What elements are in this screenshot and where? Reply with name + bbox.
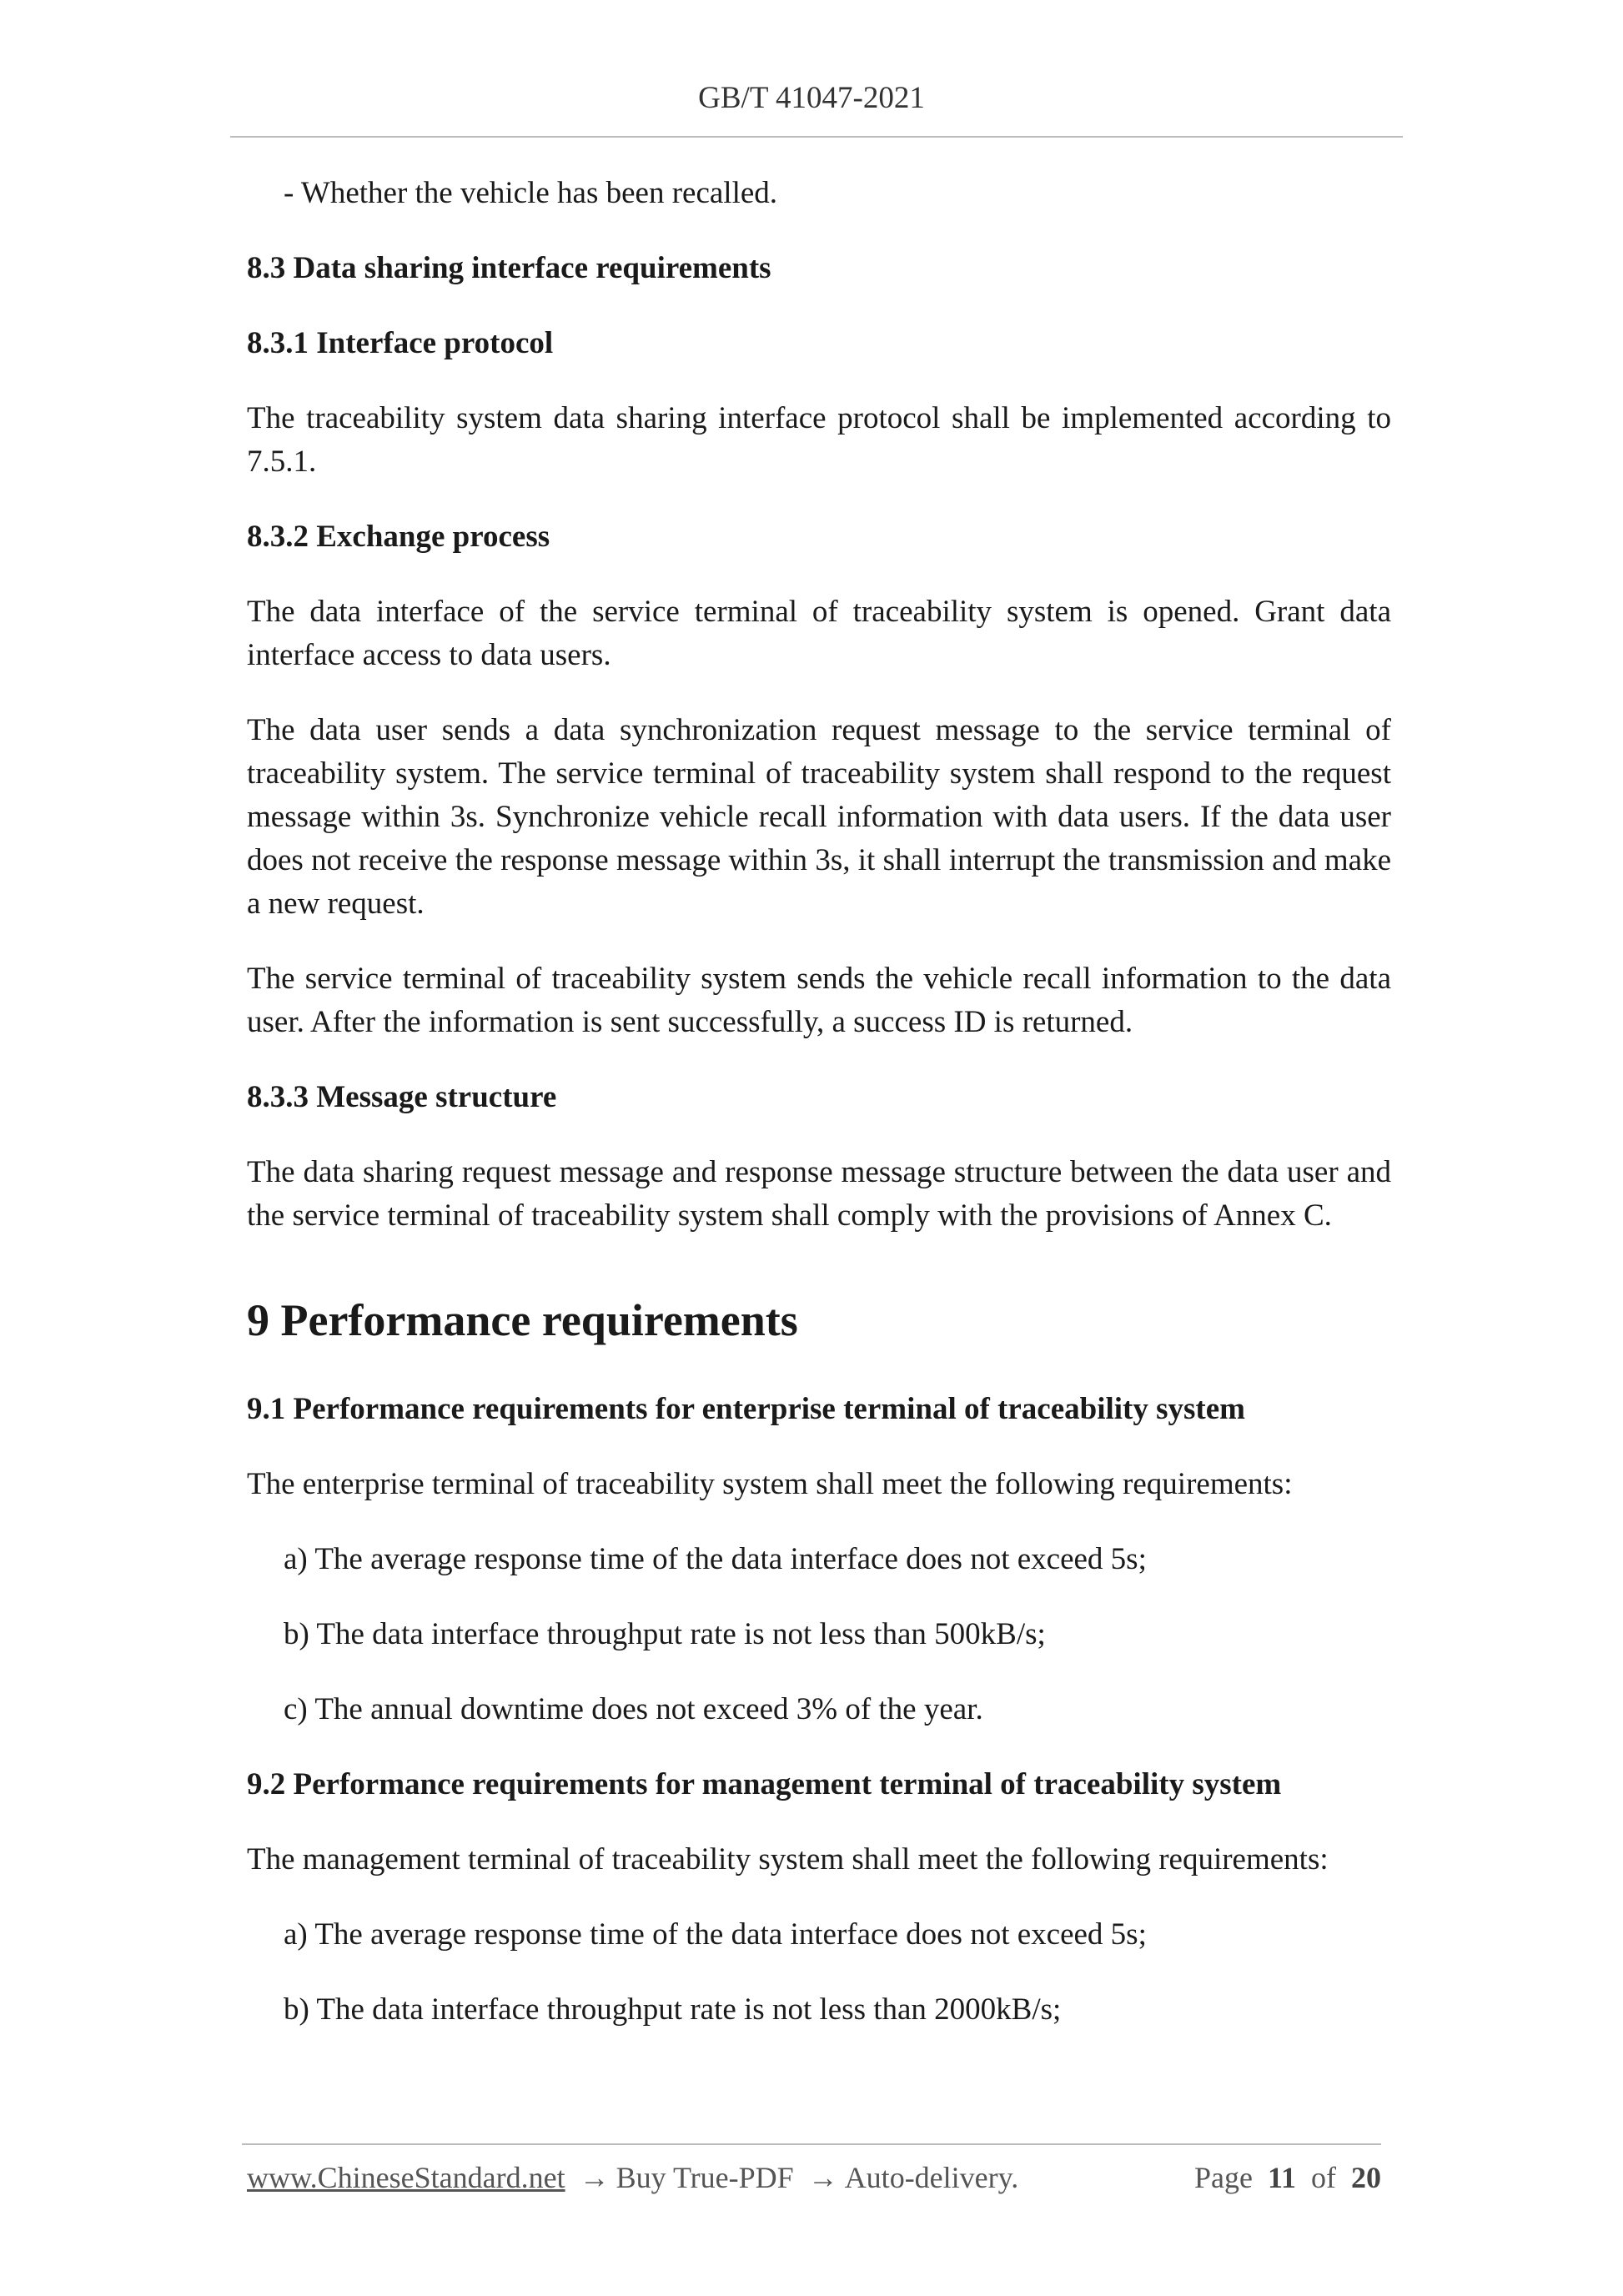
section-heading-8-3-1: 8.3.1 Interface protocol: [247, 326, 554, 360]
paragraph-exchange-1: The data interface of the service terminal of traceability system is opened. Grant data interface access to data users.: [247, 595, 1391, 672]
list-item: a) The average response time of the data interface does not exceed 5s;: [284, 1917, 1147, 1952]
list-item: - Whether the vehicle has been recalled.: [284, 176, 778, 210]
section-heading-8-3: 8.3 Data sharing interface requirements: [247, 251, 771, 285]
section-heading-8-3-3: 8.3.3 Message structure: [247, 1080, 557, 1114]
paragraph-enterprise: The enterprise terminal of traceability system shall meet the following requirements:: [247, 1467, 1293, 1501]
paragraph-exchange-3: The service terminal of traceability system sends the vehicle recall information to the data user. After the information is sent successfully, a success ID is returned.: [247, 962, 1391, 1039]
list-item: a) The average response time of the data interface does not exceed 5s;: [284, 1542, 1147, 1576]
footer-promo: [247, 2160, 1018, 2195]
header-divider: [230, 136, 1403, 138]
chapter-heading-9: 9 Performance requirements: [247, 1295, 798, 1345]
page-footer: [247, 2160, 1381, 2195]
page-number: Page 11 of 20: [1194, 2161, 1381, 2194]
paragraph-management: The management terminal of traceability system shall meet the following requirements:: [247, 1842, 1329, 1876]
page-body: [247, 172, 1391, 2063]
section-heading-9-1: 9.1 Performance requirements for enterprise terminal of traceability system: [247, 1392, 1245, 1426]
section-heading-8-3-2: 8.3.2 Exchange process: [247, 520, 550, 554]
website-link[interactable]: www.ChineseStandard.net: [247, 2161, 565, 2194]
list-item: b) The data interface throughput rate is not less than 2000kB/s;: [284, 1992, 1062, 2027]
arrow-right-icon: →: [807, 2161, 838, 2194]
section-heading-9-2: 9.2 Performance requirements for management terminal of traceability system: [247, 1767, 1282, 1801]
footer-divider: [242, 2143, 1381, 2145]
running-header: GB/T 41047-2021: [698, 81, 925, 115]
paragraph-exchange-2: The data user sends a data synchronization request message to the service terminal of traceability system. The service terminal of traceability system shall respond to the request message within 3s. Synchronize vehicle recall information with data users. If the data user does not receive the response message within 3s, it shall interrupt the transmission and make a new request.: [247, 713, 1391, 921]
current-page: 11: [1267, 2161, 1296, 2194]
buy-pdf-text: Buy True-PDF: [616, 2161, 794, 2194]
list-item: c) The annual downtime does not exceed 3% of the year.: [284, 1692, 983, 1726]
list-item: b) The data interface throughput rate is not less than 500kB/s;: [284, 1617, 1046, 1651]
auto-delivery-text: Auto-delivery.: [844, 2161, 1019, 2194]
arrow-right-icon: →: [579, 2161, 610, 2194]
total-pages: 20: [1351, 2161, 1381, 2194]
paragraph-interface-protocol: The traceability system data sharing interface protocol shall be implemented according to 7.5.1.: [247, 401, 1391, 479]
paragraph-message-structure: The data sharing request message and response message structure between the data user and the service terminal of traceability system shall comply with the provisions of Annex C.: [247, 1155, 1391, 1233]
